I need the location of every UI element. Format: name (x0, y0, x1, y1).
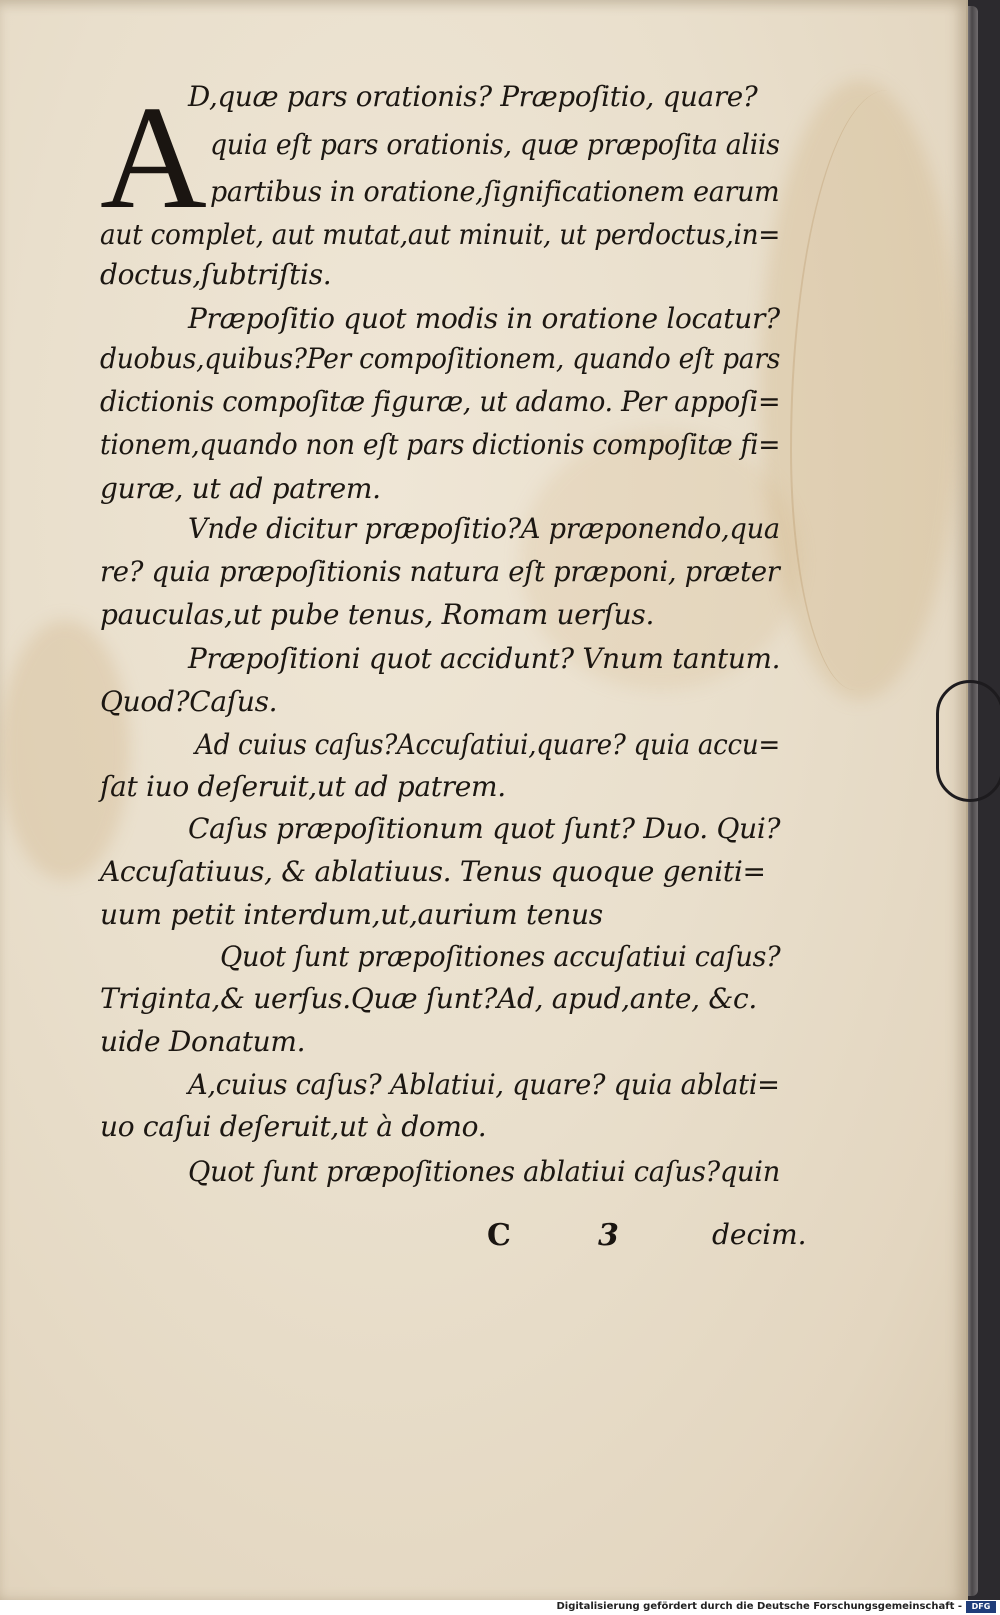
text-line: pauculas,ut pube tenus, Romam uerſus. (100, 598, 655, 631)
text-line: Quot ſunt præpoſitiones ablatiui caſus?quin (188, 1155, 781, 1188)
text-line: uum petit interdum,ut,aurium tenus (100, 898, 603, 931)
text-line: Vnde dicitur præpoſitio?A præponendo,qua (188, 512, 780, 545)
text-line: Accuſatiuus, & ablatiuus. Tenus quoque geniti= (100, 855, 766, 888)
dfg-logo: DFG (966, 1601, 996, 1613)
water-stain (0, 620, 130, 880)
text-line: Quod?Caſus. (100, 685, 278, 718)
text-line: dictionis compoſitæ figuræ, ut adamo. Per appoſi= (100, 385, 781, 418)
signature-number: 3 (598, 1218, 619, 1253)
text-line: ſat iuo deſeruit,ut ad patrem. (100, 770, 506, 803)
text-line: doctus,ſubtriſtis. (100, 258, 332, 291)
text-line: quia eſt pars orationis, quæ præpoſita aliis (210, 128, 780, 161)
text-line: Præpoſitioni quot accidunt? Vnum tantum. (188, 642, 781, 675)
text-line: aut complet, aut mutat,aut minuit, ut perdoctus,in= (100, 218, 781, 251)
signature-mark: C (487, 1218, 511, 1253)
text-line: Quot ſunt præpoſitiones accuſatiui caſus? (220, 940, 781, 973)
text-line: Ad cuius caſus?Accuſatiui,quare? quia accu= (195, 728, 780, 761)
funding-credit: Digitalisierung gefördert durch die Deutsche Forschungsgemeinschaft - (556, 1601, 962, 1612)
catchword: decim. (712, 1218, 807, 1251)
text-line: tionem,quando non eſt pars dictionis compoſitæ fi= (100, 428, 781, 461)
text-line: Triginta,& uerſus.Quæ ſunt?Ad, apud,ante, &c. (100, 982, 757, 1015)
text-line: Præpoſitio quot modis in oratione locatur? (188, 302, 780, 335)
text-line: uo caſui deſeruit,ut à domo. (100, 1110, 487, 1143)
text-line: re? quia præpoſitionis natura eſt præponi, præter (100, 555, 780, 588)
text-line: duobus,quibus?Per compoſitionem, quando eſt pars (100, 342, 781, 375)
drop-cap-initial: A (100, 76, 207, 240)
text-line: uide Donatum. (100, 1025, 306, 1058)
text-line: partibus in oratione,ſignificationem earum (210, 175, 780, 208)
text-line: A,cuius caſus? Ablatiui, quare? quia ablati= (188, 1068, 780, 1101)
page-clip (936, 680, 1000, 802)
text-line: D,quæ pars orationis? Præpoſitio, quare? (188, 80, 758, 113)
text-line: Caſus præpoſitionum quot ſunt? Duo. Qui? (188, 812, 781, 845)
text-line: guræ, ut ad patrem. (100, 472, 381, 505)
